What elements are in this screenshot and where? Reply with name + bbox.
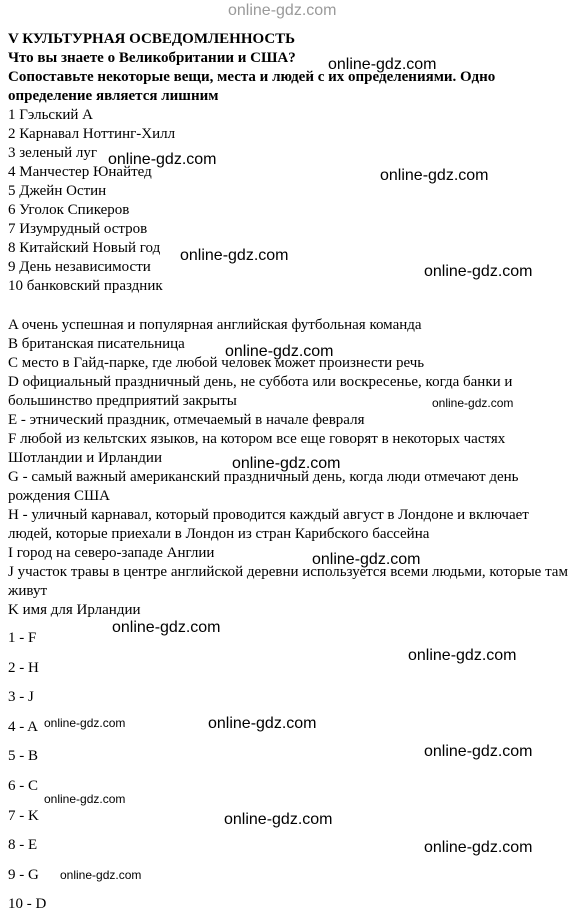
definition-item: C место в Гайд-парке, где любой человек может произнести речь xyxy=(8,355,425,371)
definition-item: B британская писательница xyxy=(8,336,185,352)
answer-item: 1 - F xyxy=(8,630,37,646)
list-item: 7 Изумрудный остров xyxy=(8,221,148,237)
watermark: online-gdz.com xyxy=(432,396,514,410)
document-page xyxy=(8,30,568,920)
watermark: online-gdz.com xyxy=(180,247,289,264)
list-item: 6 Уголок Спикеров xyxy=(8,202,130,218)
answer-item: 8 - E xyxy=(8,837,38,854)
watermark: online-gdz.com xyxy=(232,455,341,472)
watermark: online-gdz.com xyxy=(44,792,126,806)
instruction-text: Сопоставьте некоторые вещи, места и людей с их определениями. Одно определение является лишним xyxy=(8,69,496,104)
definition-item: H - уличный карнавал, который проводится каждый август в Лондоне и включает людей, которые приехали в Лондон из стран Карибского бассейна xyxy=(8,507,529,542)
list-item: 5 Джейн Остин xyxy=(8,183,107,199)
list-item: 1 Гэльский А xyxy=(8,107,93,123)
items-list xyxy=(8,106,568,296)
list-item: 2 Карнавал Ноттинг-Хилл xyxy=(8,126,176,142)
definition-item: E - этнический праздник, отмечаемый в начале февраля xyxy=(8,412,365,428)
definition-item: I город на северо-западе Англии xyxy=(8,545,215,561)
watermark: online-gdz.com xyxy=(225,343,334,360)
definition-item: A очень успешная и популярная английская футбольная команда xyxy=(8,317,422,333)
answers-list xyxy=(8,624,568,920)
answer-item: 5 - B xyxy=(8,748,38,765)
watermark: online-gdz.com xyxy=(328,56,437,73)
watermark-top: online-gdz.com xyxy=(228,2,337,19)
question-heading: Что вы знаете о Великобритании и США? xyxy=(8,50,296,66)
list-item: 10 банковский праздник xyxy=(8,278,163,294)
watermark: online-gdz.com xyxy=(208,715,317,732)
watermark: online-gdz.com xyxy=(380,167,489,184)
watermark: online-gdz.com xyxy=(424,263,533,280)
watermark: online-gdz.com xyxy=(224,811,333,828)
definition-item: F любой из кельтских языков, на котором все еще говорят в некоторых частях Шотландии и Ирландии xyxy=(8,431,506,466)
definition-item: K имя для Ирландии xyxy=(8,602,141,618)
watermark: online-gdz.com xyxy=(60,868,142,882)
watermark: online-gdz.com xyxy=(312,551,421,568)
definitions-list xyxy=(8,316,568,620)
definition-item: D официальный праздничный день, не суббота или воскресенье, когда банки и большинство предприятий закрыты xyxy=(8,374,513,409)
answer-item: 10 - D xyxy=(8,896,47,913)
list-item: 9 День независимости xyxy=(8,259,151,275)
section-title: V КУЛЬТУРНАЯ ОСВЕДОМЛЕННОСТЬ xyxy=(8,31,296,47)
list-item: 8 Китайский Новый год xyxy=(8,240,161,256)
watermark: online-gdz.com xyxy=(112,619,221,636)
watermark: online-gdz.com xyxy=(108,151,217,168)
answer-item: 2 - H xyxy=(8,659,39,676)
answer-item: 4 - A xyxy=(8,718,38,735)
definition-item: G - самый важный американский праздничный день, когда люди отмечают день рождения США xyxy=(8,469,519,504)
watermark: online-gdz.com xyxy=(424,839,533,856)
answer-item: 9 - G xyxy=(8,866,39,883)
answer-item: 3 - J xyxy=(8,689,34,706)
definition-item: J участок травы в центре английской деревни используется всеми людьми, которые там живут xyxy=(8,564,568,599)
list-item: 4 Манчестер Юнайтед xyxy=(8,164,152,180)
answer-item: 7 - K xyxy=(8,807,39,824)
watermark: online-gdz.com xyxy=(44,716,126,730)
watermark: online-gdz.com xyxy=(424,743,533,760)
answer-item: 6 - C xyxy=(8,777,38,794)
list-item: 3 зеленый луг xyxy=(8,145,97,161)
watermark: online-gdz.com xyxy=(408,647,517,664)
